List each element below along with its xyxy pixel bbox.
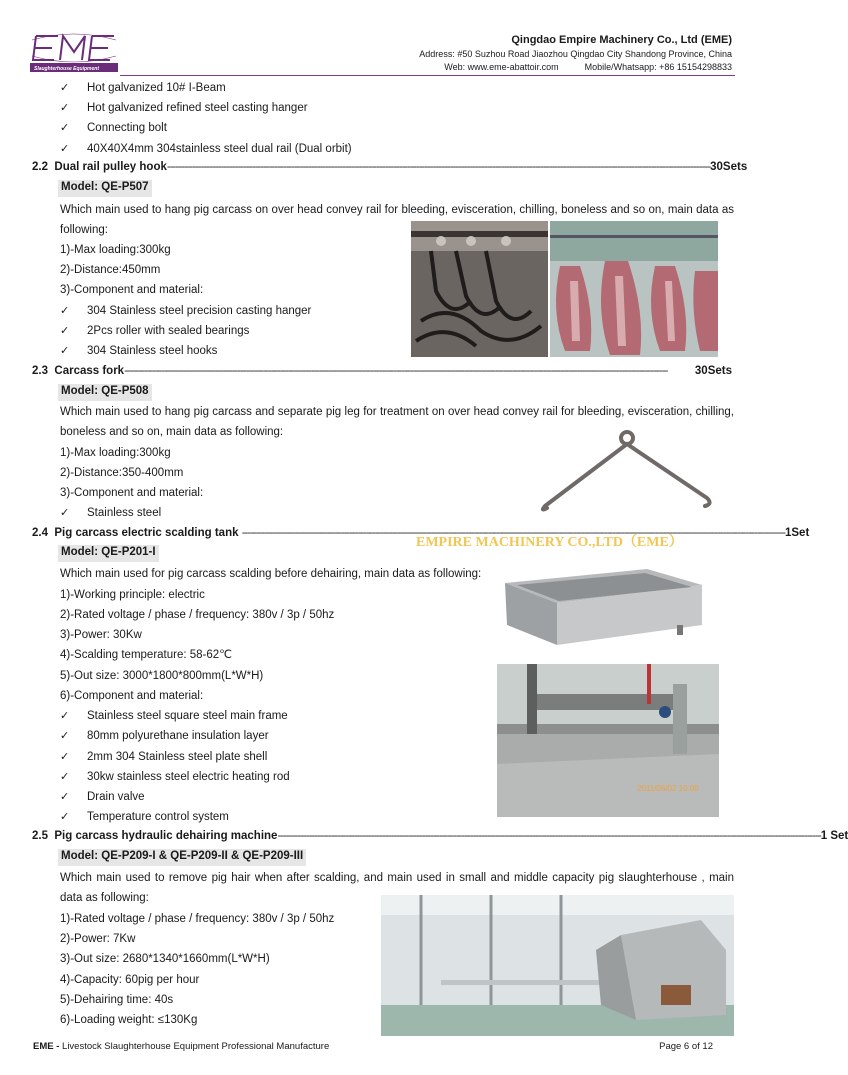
check-icon: ✓ [60,710,70,722]
carcass-hanging-photo [550,221,718,357]
section-description: Which main used to remove pig hair when after scalding, and main used in small and middle capacity pig slaughterhouse , main data as following: [60,872,734,904]
dehairing-machine-photo [381,895,734,1036]
section-description: Which main used to hang pig carcass and separate pig leg for treatment on over head convey rail for bleeding, evisceration, chilling, boneless and so on, main data as following: [60,406,734,438]
leader-dots: ------------------------------------------------------------------------------------------------------------------------------------------------------------------------------------------------ [124,365,668,377]
section-title: Dual rail pulley hook [54,161,167,173]
spec-line: 1)-Max loading:300kg [60,244,171,256]
spec-line: 2)-Power: 7Kw [60,933,136,945]
spec-line: 1)-Max loading:300kg [60,447,171,459]
list-item: Temperature control system [87,811,229,823]
model-label: Model: QE-P507 [58,180,152,197]
spec-line: 1)-Working principle: electric [60,589,205,601]
check-icon: ✓ [60,102,70,114]
spec-line: 2)-Distance:450mm [60,264,161,276]
section-quantity: 30Sets [710,161,748,173]
section-quantity: 1Set [784,527,810,539]
check-icon: ✓ [60,325,70,337]
list-item: 30kw stainless steel electric heating rod [87,771,290,783]
logo-subtitle: Slaughterhouse Equipment [34,66,100,72]
check-icon: ✓ [60,122,70,134]
section-title: Carcass fork [54,365,125,377]
list-item: 2Pcs roller with sealed bearings [87,325,250,337]
section-title: Pig carcass hydraulic dehairing machine [54,830,278,842]
spec-line: 4)-Scalding temperature: 58-62℃ [60,649,233,661]
list-item: Hot galvanized refined steel casting hanger [87,102,308,114]
scalding-tank-installed-photo [497,664,719,817]
section-heading [32,161,748,173]
list-item: 2mm 304 Stainless steel plate shell [87,751,268,763]
section-number: 2.3 [32,365,48,377]
list-item: Drain valve [87,791,145,803]
section-quantity: 30Sets [694,365,732,377]
list-item: Stainless steel square steel main frame [87,710,288,722]
page-number: Page 6 of 12 [659,1041,713,1052]
pulley-hook-photo [411,221,548,357]
list-item: 304 Stainless steel hooks [87,345,218,357]
watermark-text: EMPIRE MACHINERY CO.,LTD（EME） [416,535,683,550]
spec-line: 6)-Loading weight: ≤130Kg [60,1014,198,1026]
carcass-fork-photo [535,428,715,514]
spec-line: 2)-Rated voltage / phase / frequency: 380v / 3p / 50hz [60,609,335,621]
contact-line [444,62,732,72]
check-icon: ✓ [60,507,70,519]
footer-tagline [33,1041,329,1052]
spec-line: 3)-Component and material: [60,487,204,499]
leader-dots: ------------------------------------------------------------------------------------------------------------------------------------------------------------------------------------------------ [277,830,821,842]
check-icon: ✓ [60,345,70,357]
section-title: Pig carcass electric scalding tank [54,527,239,539]
section-number: 2.4 [32,527,48,539]
check-icon: ✓ [60,811,70,823]
spec-line: 6)-Component and material: [60,690,204,702]
model-label: Model: QE-P508 [58,384,152,401]
list-item: Connecting bolt [87,122,167,134]
list-item: Stainless steel [87,507,162,519]
spec-line: 3)-Component and material: [60,284,204,296]
list-item: Hot galvanized 10# I-Beam [87,82,226,94]
company-name: Qingdao Empire Machinery Co., Ltd (EME) [511,34,732,46]
section-description: Which main used to hang pig carcass on over head convey rail for bleeding, evisceration, chilling, boneless and so on, main data as following: [60,204,734,236]
spec-line: 3)-Out size: 2680*1340*1660mm(L*W*H) [60,953,270,965]
footer-text: Livestock Slaughterhouse Equipment Professional Manufacture [59,1041,330,1052]
website: Web: www.eme-abattoir.com [444,62,559,72]
section-quantity: 1 Set [820,830,848,842]
section-description: Which main used for pig carcass scalding before dehairing, main data as following: [60,568,482,580]
spec-line: 3)-Power: 30Kw [60,629,142,641]
spec-line: 4)-Capacity: 60pig per hour [60,974,200,986]
leader-dots: ------------------------------------------------------------------------------------------------------------------------------------------------------------------------------------------------ [166,161,711,173]
check-icon: ✓ [60,751,70,763]
check-icon: ✓ [60,730,70,742]
company-address: Address: #50 Suzhou Road Jiaozhou Qingdao City Shandong Province, China [419,49,732,59]
section-heading [32,365,732,377]
list-item: 304 Stainless steel precision casting hanger [87,305,312,317]
list-item: 80mm polyurethane insulation layer [87,730,269,742]
section-number: 2.2 [32,161,48,173]
spec-line: 1)-Rated voltage / phase / frequency: 380v / 3p / 50hz [60,913,335,925]
photo-date-stamp: 2011/06/02 10:00 [637,784,699,793]
model-label: Model: QE-P201-I [58,545,159,562]
section-heading [32,830,848,842]
check-icon: ✓ [60,305,70,317]
leader-dots: ------------------------------------------------------------------------------------------------------------------------------------------------------------------------------------------------ [241,527,785,539]
check-icon: ✓ [60,771,70,783]
spec-line: 5)-Dehairing time: 40s [60,994,174,1006]
spec-line: 5)-Out size: 3000*1800*800mm(L*W*H) [60,670,264,682]
footer-brand: EME - [33,1041,60,1052]
check-icon: ✓ [60,143,70,155]
scalding-tank-photo [497,563,715,658]
header-divider [120,75,735,76]
list-item: 40X40X4mm 304stainless steel dual rail (Dual orbit) [87,143,352,155]
section-number: 2.5 [32,830,48,842]
check-icon: ✓ [60,791,70,803]
check-icon: ✓ [60,82,70,94]
mobile-whatsapp: Mobile/Whatsapp: +86 15154298833 [584,62,732,72]
model-label: Model: QE-P209-I & QE-P209-II & QE-P209-III [58,849,306,866]
spec-line: 2)-Distance:350-400mm [60,467,184,479]
